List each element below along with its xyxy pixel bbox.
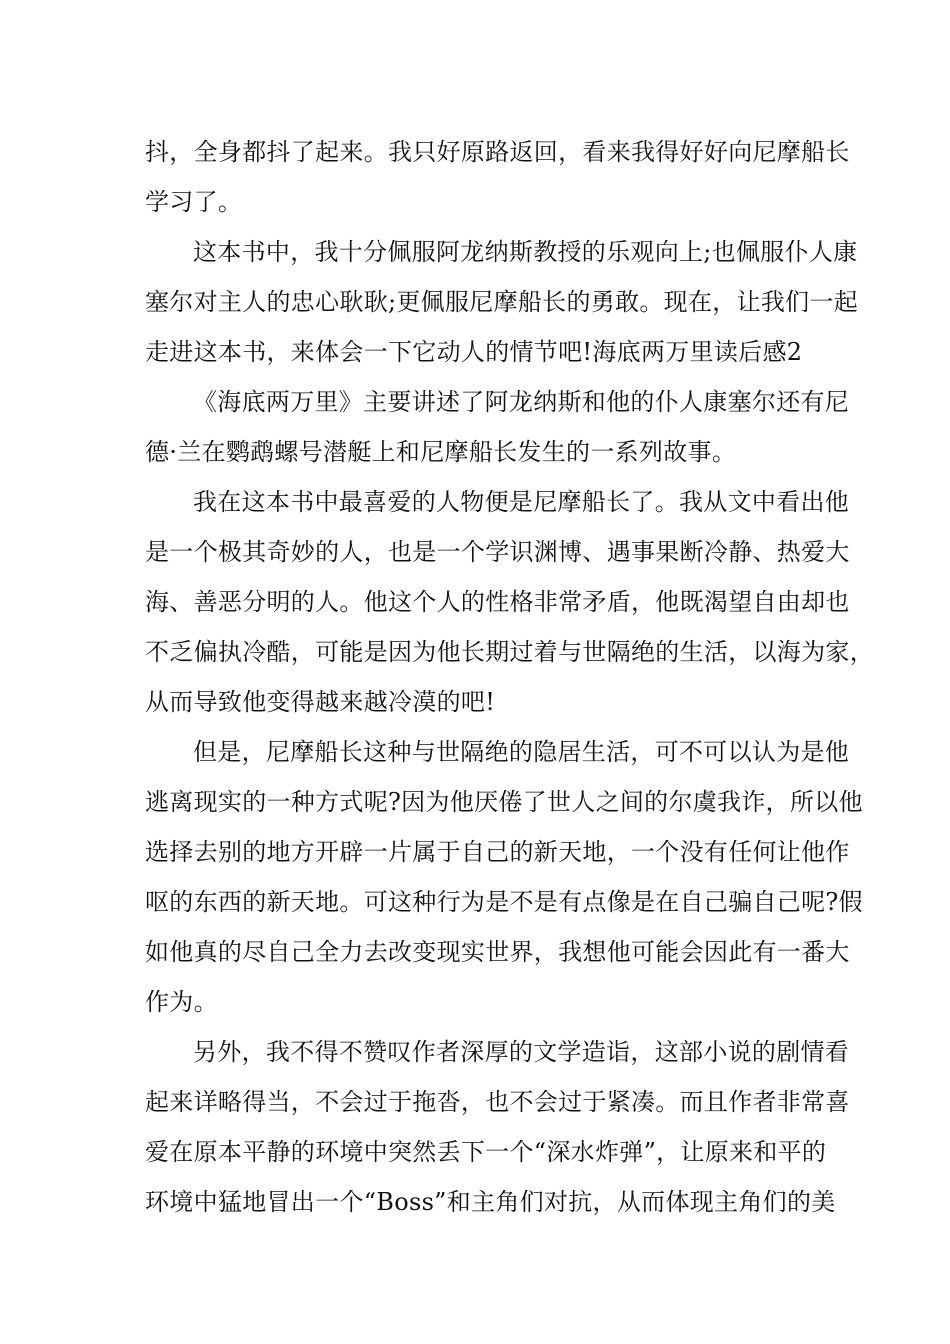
text-line: 塞尔对主人的忠心耿耿;更佩服尼摩船长的勇敢。现在，让我们一起 (145, 288, 859, 316)
text-line: 海、善恶分明的人。他这个人的性格非常矛盾，他既渴望自由却也 (145, 588, 850, 616)
text-line: 选择去别的地方开辟一片属于自己的新天地，一个没有任何让他作 (145, 838, 850, 866)
text-line: 逃离现实的一种方式呢?因为他厌倦了世人之间的尔虞我诈，所以他 (145, 788, 863, 816)
text-line: 爱在原本平静的环境中突然丢下一个“深水炸弹”，让原来和平的 (145, 1138, 827, 1166)
text-line: 但是，尼摩船长这种与世隔绝的隐居生活，可不可以认为是他 (193, 738, 850, 766)
text-line: 这本书中，我十分佩服阿龙纳斯教授的乐观向上;也佩服仆人康 (193, 238, 858, 266)
text-line: 从而导致他变得越来越冷漠的吧! (145, 688, 496, 716)
text-line: 环境中猛地冒出一个“Boss”和主角们对抗，从而体现主角们的美 (145, 1188, 836, 1216)
text-line: 另外，我不得不赞叹作者深厚的文学造诣，这部小说的剧情看 (193, 1038, 850, 1066)
text-line: 抖，全身都抖了起来。我只好原路返回，看来我得好好向尼摩船长 (145, 138, 850, 166)
text-line: 是一个极其奇妙的人，也是一个学识渊博、遇事果断冷静、热爱大 (145, 538, 850, 566)
text-line: 起来详略得当，不会过于拖沓，也不会过于紧凑。而且作者非常喜 (145, 1088, 850, 1116)
text-line: 《海底两万里》主要讲述了阿龙纳斯和他的仆人康塞尔还有尼 (193, 388, 850, 416)
text-line: 走进这本书，来体会一下它动人的情节吧!海底两万里读后感2 (145, 338, 803, 366)
text-line: 作为。 (145, 988, 218, 1016)
text-line: 如他真的尽自己全力去改变现实世界，我想他可能会因此有一番大 (145, 938, 850, 966)
text-line: 呕的东西的新天地。可这种行为是不是有点像是在自己骗自己呢?假 (145, 888, 863, 916)
text-line: 我在这本书中最喜爱的人物便是尼摩船长了。我从文中看出他 (193, 488, 850, 516)
text-line: 学习了。 (145, 188, 243, 216)
text-line: 不乏偏执冷酷，可能是因为他长期过着与世隔绝的生活，以海为家， (145, 638, 874, 666)
text-line: 德·兰在鹦鹉螺号潜艇上和尼摩船长发生的一系列故事。 (145, 438, 737, 466)
